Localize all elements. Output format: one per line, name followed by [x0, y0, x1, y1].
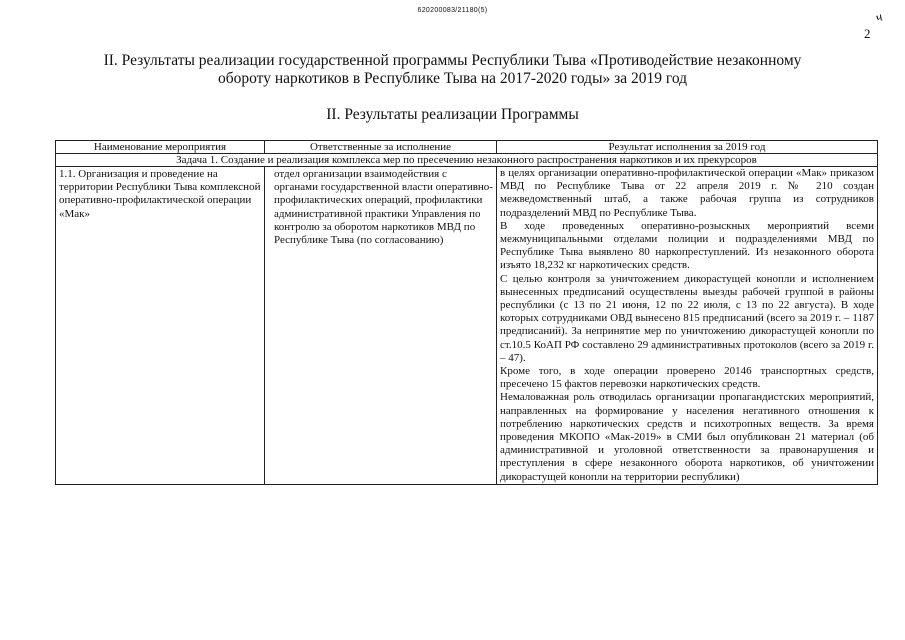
document-title	[0, 52, 905, 88]
header-activity-name: Наименование мероприятия	[56, 141, 265, 154]
result-paragraph: Немаловажная роль отводилась организации пропагандистских мероприятий, направленных на формирование у населения негативного отношения к потреблению наркотических средств и психотропных веществ. За время проведения МКОПО «Мак-2019» в СМИ был опубликован 21 материал (об административной и уголовной ответственности за правонарушения и преступления в сфере незаконного оборота наркотиков, об уничтожении дикорастущей конопли на территории республики)	[500, 391, 874, 483]
title-line-2: обороту наркотиков в Республике Тыва на 2017-2020 годы» за 2019 год	[217, 70, 688, 87]
result-paragraph: в целях организации оперативно-профилактической операции «Мак» приказом МВД по Республике Тыва от 22 апреля 2019 г. № 210 создан межведомственный штаб, а также рабочая группа из сотрудников подразделений МВД по Республике Тыва.	[500, 167, 874, 219]
results-table	[55, 140, 878, 485]
table-row	[56, 167, 878, 485]
responsible-text: отдел организации взаимодействия с органами государственной власти оперативно-профилактических операций, профилактики административной практики Управления по контролю за оборотом наркотиков МВД по Республике Тыва (по согласованию)	[274, 168, 493, 247]
header-result: Результат исполнения за 2019 год	[497, 141, 878, 154]
task-row	[56, 154, 878, 167]
result-cell	[497, 167, 878, 485]
document-id: 620200083/21180(5)	[417, 7, 488, 14]
title-line-1: II. Результаты реализации государственной программы Республики Тыва «Противодействие незаконному	[103, 52, 802, 69]
handwritten-mark: ч	[873, 8, 885, 25]
section-subtitle: II. Результаты реализации Программы	[326, 106, 579, 123]
header-responsible: Ответственные за исполнение	[265, 141, 497, 154]
result-paragraph: В ходе проведенных оперативно-розыскных мероприятий всеми межмуниципальными отделами полиции и подразделениями МВД по Республике Тыва выявлено 80 наркопреступлений. Из незаконного оборота изъято 18,232 кг наркотических средств.	[500, 219, 874, 272]
result-paragraph: Кроме того, в ходе операции проверено 20146 транспортных средств, пресечено 15 фактов перевозки наркотических средств.	[500, 365, 874, 391]
result-paragraph: С целью контроля за уничтожением дикорастущей конопли и исполнением вынесенных предписаний осуществлены выезды рабочей группой в районы республики (с 13 по 21 июня, 12 по 22 июля, с 13 по 22 августа). В ходе которых сотрудниками ОВД вынесено 815 предписаний (всего за 2019 г. – 1187 предписаний). За непринятие мер по уничтожению дикорастущей конопли по ст.10.5 КоАП РФ составлено 29 административных протоколов (всего за 2019 г. – 47).	[500, 272, 874, 364]
page-number: 2	[864, 26, 871, 41]
responsible-cell	[265, 167, 497, 485]
activity-name-cell: 1.1. Организация и проведение на территории Республики Тыва комплексной оперативно-профилактической операции «Мак»	[56, 167, 265, 485]
task-label: Задача 1. Создание и реализация комплекса мер по пресечению незаконного распространения наркотиков и их прекурсоров	[56, 154, 878, 167]
table-header-row	[56, 141, 878, 154]
